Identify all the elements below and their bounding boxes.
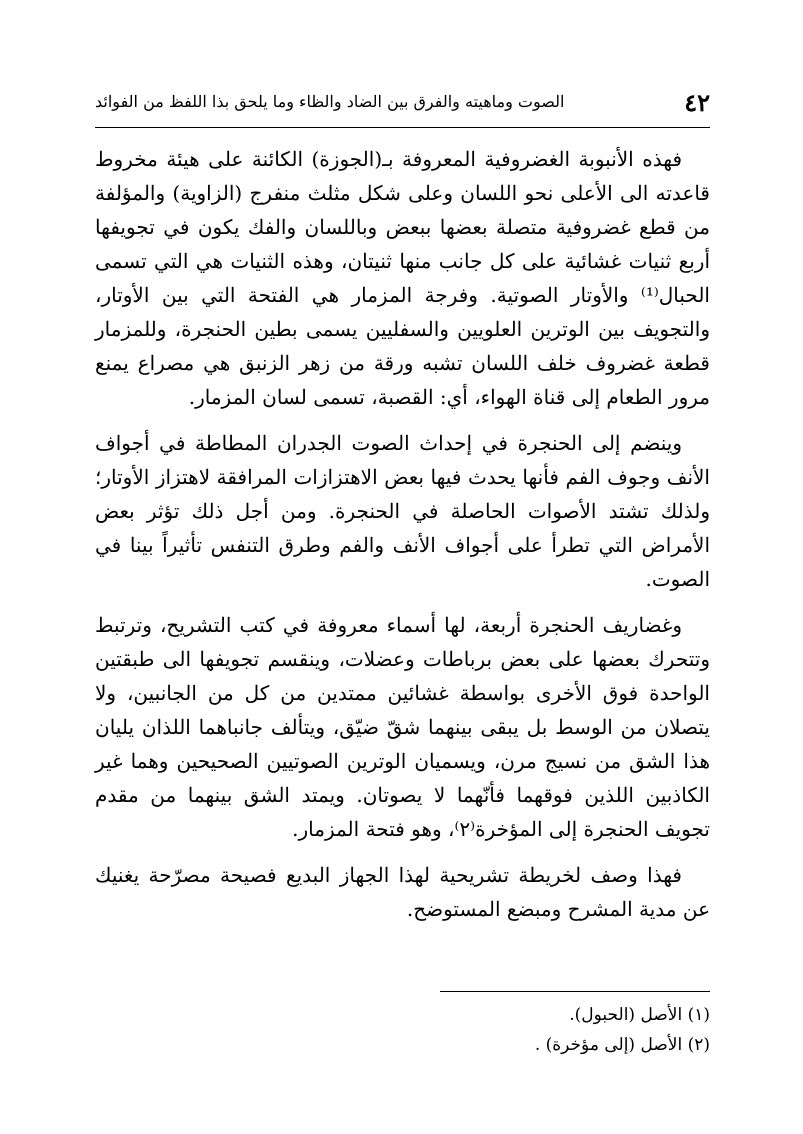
body-text bbox=[95, 142, 710, 938]
footnote-rule bbox=[440, 991, 710, 992]
page-number: ٤٢ bbox=[684, 88, 710, 117]
paragraph: فهذا وصف لخريطة تشريحية لهذا الجهاز البديع فصيحة مصرّحة يغنيك عن مدية المشرح ومبضع المستوضح. bbox=[95, 863, 710, 921]
paragraph: وغضاريف الحنجرة أربعة، لها أسماء معروفة في كتب التشريح، وترتبط وتتحرك بعضها على بعض برباطات وعضلات، وينقسم تجويفها الى طبقتين الواحدة فوق الأخرى بواسطة غشائين ممتدين من كل من الجانبين، ولا يتصلان من الوسط بل يبقى بينهما شقّ ضيّق، ويتألف جانباهما اللذان يليان هذا الشق من نسيج مرن، ويسميان الوترين الصوتيين الصحيحين وهما غير الكاذبين اللذين فوقهما فأنّهما لا يصوتان. ويمتد الشق بينهما من مقدم تجويف الحنجرة إلى المؤخرة⁽٢⁾، وهو فتحة المزمار. bbox=[95, 613, 710, 841]
page-header bbox=[95, 86, 710, 122]
footnote: (٢) الأصل (إلى مؤخرة) . bbox=[534, 1035, 710, 1055]
header-rule bbox=[95, 127, 710, 128]
paragraph: وينضم إلى الحنجرة في إحداث الصوت الجدران المطاطة في أجواف الأنف وجوف الفم فأنها يحدث فيها بعض الاهتزازات المرافقة لاهتزاز الأوتار؛ ولذلك تشتد الأصوات الحاصلة في الحنجرة. ومن أجل ذلك تؤثر بعض الأمراض التي تطرأ على أجواف الأنف والفم وطرق التنفس تأثيراً بينا في الصوت. bbox=[95, 431, 711, 591]
running-title: الصوت وماهيته والفرق بين الضاد والظاء وما يلحق بذا اللفظ من الفوائد bbox=[95, 92, 565, 111]
footnote: (١) الأصل (الحبول). bbox=[569, 1005, 710, 1025]
paragraph: فهذه الأنبوبة الغضروفية المعروفة بـ(الجوزة) الكائنة على هيئة مخروط قاعدته الى الأعلى نحو اللسان وعلى شكل مثلث منفرج (الزاوية) والمؤلفة من قطع غضروفية متصلة بعضها ببعض وباللسان والفك يكون في تجويفها أربع ثنيات غشائية على كل جانب منها ثنيتان، وهذه الثنيات هي التي تسمى الحبال⁽¹⁾ والأوتار الصوتية. وفرجة المزمار هي الفتحة التي بين الأوتار، والتجويف بين الوترين العلويين والسفليين يسمى بطين الحنجرة، وللمزمار قطعة غضروف خلف اللسان تشبه ورقة من زهر الزنبق هي مصراع يمنع مرور الطعام إلى قناة الهواء، أي: القصبة، تسمى لسان المزمار. bbox=[95, 147, 710, 409]
footnotes bbox=[95, 1000, 710, 1060]
